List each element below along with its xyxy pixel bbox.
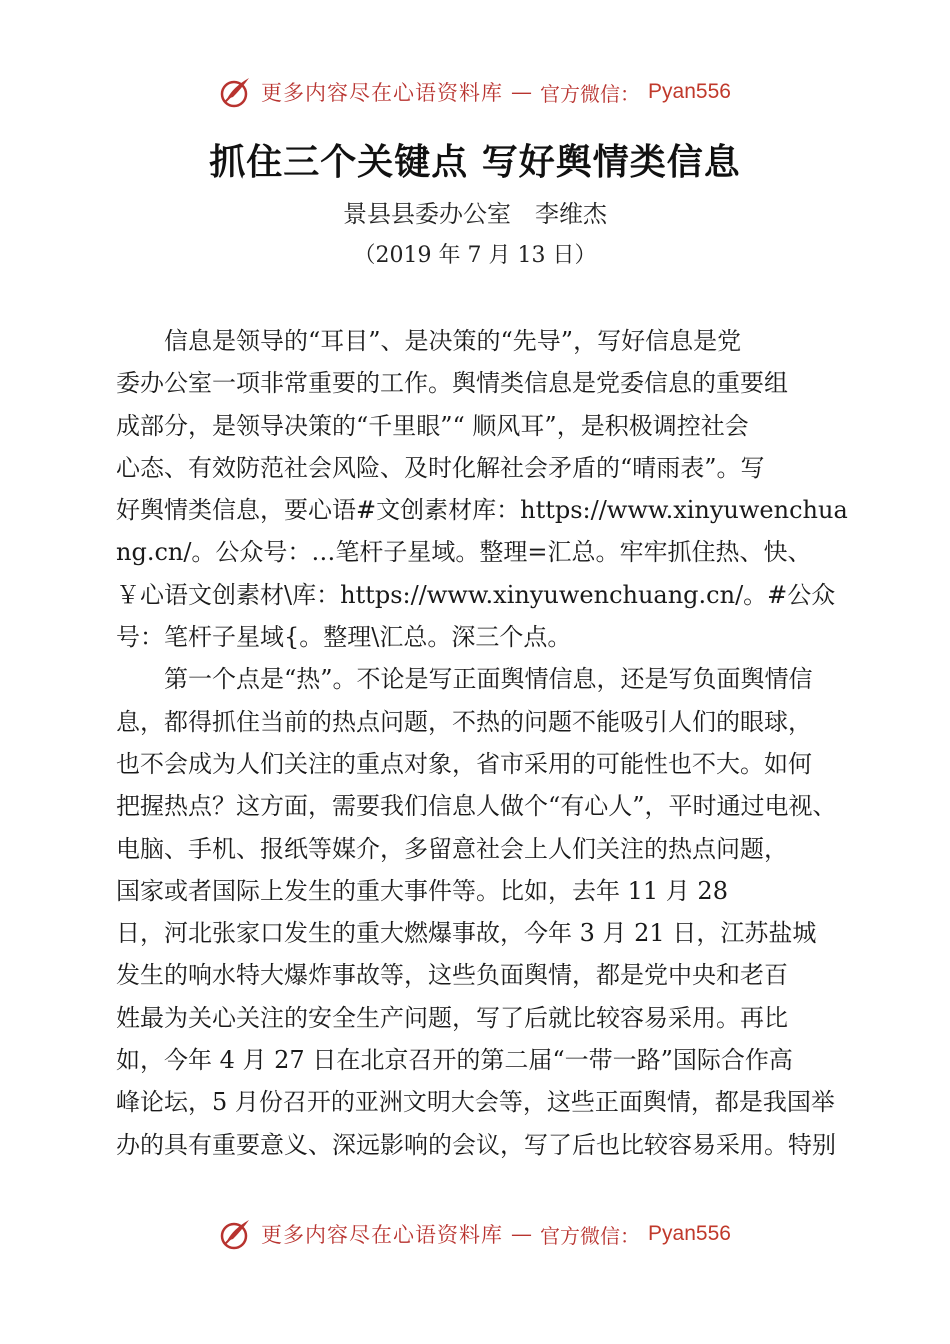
paragraph-line: 把握热点？这方面，需要我们信息人做个“有心人”，平时通过电视、 <box>116 792 837 821</box>
paragraph-line: 成部分，是领导决策的“千里眼”“ 顺风耳”，是积极调控社会 <box>116 411 749 440</box>
paragraph-line: 号：笔杆子星域{。整理\汇总。深三个点。 <box>116 623 572 652</box>
paragraph-line: 国家或者国际上发生的重大事件等。比如，去年 11 月 28 <box>116 876 728 905</box>
paragraph-line: ng.cn/。公众号：…笔杆子星域。整理=汇总。牢牢抓住热、快、 <box>116 538 812 567</box>
paragraph-line: 也不会成为人们关注的重点对象，省市采用的可能性也不大。如何 <box>116 749 812 778</box>
document-title: 抓住三个关键点 写好舆情类信息 <box>209 142 741 183</box>
quill-logo-icon <box>219 75 253 109</box>
banner-wechat-label: 官方微信： <box>540 81 641 106</box>
banner-text: 更多内容尽在心语资料库 <box>261 81 504 105</box>
paragraph-line: 如，今年 4 月 27 日在北京召开的第二届“一带一路”国际合作高 <box>116 1046 793 1075</box>
paragraph-line: 峰论坛，5 月份召开的亚洲文明大会等，这些正面舆情，都是我国举 <box>116 1088 835 1117</box>
paragraph-line: 发生的响水特大爆炸事故等，这些负面舆情，都是党中央和老百 <box>116 961 788 990</box>
paragraph-line: 电脑、手机、报纸等媒介，多留意社会上人们关注的热点问题， <box>116 834 788 863</box>
paragraph-line: 办的具有重要意义、深远影响的会议，写了后也比较容易采用。特别 <box>116 1130 836 1159</box>
document-author: 景县县委办公室 李维杰 <box>343 200 607 228</box>
banner-wechat-label: 官方微信： <box>540 1223 641 1248</box>
banner-wechat-id: Pyan556 <box>648 1222 731 1245</box>
document-date: （2019 年 7 月 13 日） <box>353 243 597 268</box>
paragraph-line: 日，河北张家口发生的重大燃爆事故，今年 3 月 21 日，江苏盐城 <box>116 919 817 948</box>
banner-separator: — <box>511 1222 533 1246</box>
quill-logo-icon <box>219 1217 253 1251</box>
paragraph-line: 委办公室一项非常重要的工作。舆情类信息是党委信息的重要组 <box>116 369 788 398</box>
paragraph-line: 好舆情类信息，要心语#文创素材库：https://www.xinyuwenchua <box>116 496 848 525</box>
banner-wechat-id: Pyan556 <box>648 80 731 103</box>
banner-separator: — <box>511 80 533 104</box>
document-body <box>116 320 846 1166</box>
header-banner <box>0 72 950 112</box>
paragraph-line: 息，都得抓住当前的热点问题，不热的问题不能吸引人们的眼球， <box>116 707 812 736</box>
paragraph-line: ￥心语文创素材\库：https://www.xinyuwenchuang.cn/。#公众 <box>116 580 836 609</box>
paragraph-line: 姓最为关心关注的安全生产问题，写了后就比较容易采用。再比 <box>116 1003 788 1032</box>
footer-banner <box>0 1214 950 1254</box>
paragraph-line: 心态、有效防范社会风险、及时化解社会矛盾的“晴雨表”。写 <box>116 453 765 482</box>
banner-text: 更多内容尽在心语资料库 <box>261 1223 504 1247</box>
paragraph-line: 第一个点是“热”。不论是写正面舆情信息，还是写负面舆情信 <box>164 665 813 694</box>
paragraph-line: 信息是领导的“耳目”、是决策的“先导”，写好信息是党 <box>164 327 742 355</box>
